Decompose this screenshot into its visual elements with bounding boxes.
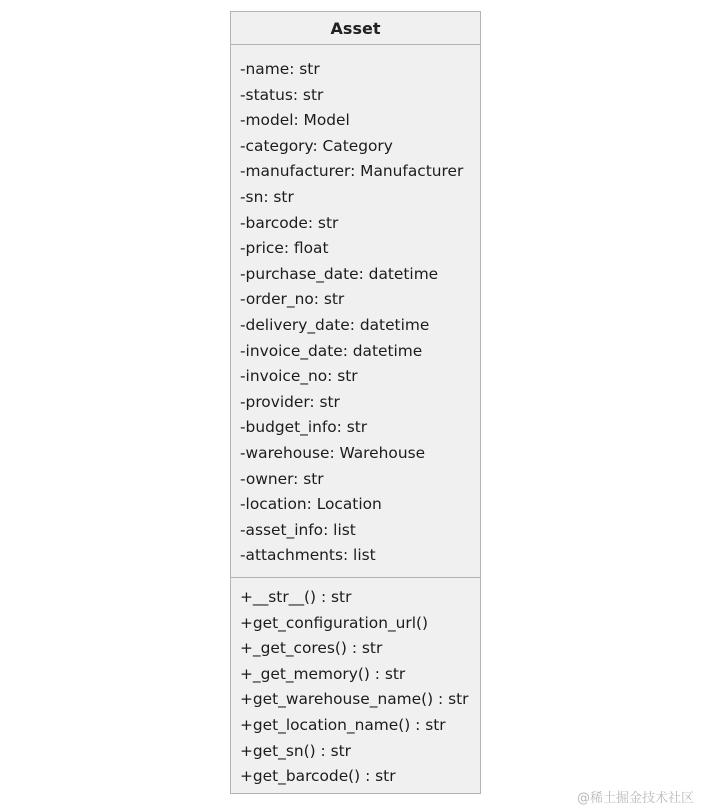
attribute-provider: -provider: str [240, 392, 340, 411]
attribute-purchase-date: -purchase_date: datetime [240, 264, 439, 283]
attribute-invoice-date: -invoice_date: datetime [240, 341, 423, 360]
method-get-configuration-url: +get_configuration_url() [240, 613, 429, 632]
methods-compartment [231, 578, 480, 790]
attribute-category: -category: Category [240, 136, 393, 155]
attribute-price: -price: float [240, 239, 329, 258]
watermark: @稀土掘金技术社区 [576, 791, 694, 806]
method-get-barcode: +get_barcode() : str [240, 767, 396, 786]
class-name: Asset [231, 12, 480, 45]
attribute-attachments: -attachments: list [240, 546, 376, 565]
method-get-warehouse-name: +get_warehouse_name() : str [240, 690, 469, 709]
method-get-location-name: +get_location_name() : str [240, 715, 446, 734]
attribute-barcode: -barcode: str [240, 213, 339, 232]
attribute-warehouse: -warehouse: Warehouse [240, 443, 426, 462]
attribute-owner: -owner: str [240, 469, 324, 488]
method-get-memory: +_get_memory() : str [240, 664, 406, 683]
attribute-order-no: -order_no: str [240, 290, 345, 309]
method-str: +__str__() : str [240, 588, 352, 606]
attributes-compartment [231, 45, 480, 578]
method-get-cores: +_get_cores() : str [240, 639, 383, 658]
attribute-manufacturer: -manufacturer: Manufacturer [240, 162, 464, 181]
attribute-name: -name: str [240, 60, 320, 78]
attribute-budget-info: -budget_info: str [240, 418, 368, 437]
attribute-status: -status: str [240, 85, 324, 104]
attribute-invoice-no: -invoice_no: str [240, 367, 358, 386]
method-get-sn: +get_sn() : str [240, 741, 351, 760]
uml-class-box [230, 11, 481, 794]
attribute-delivery-date: -delivery_date: datetime [240, 315, 430, 334]
attribute-model: -model: Model [240, 111, 350, 130]
attribute-location: -location: Location [240, 495, 382, 514]
attribute-sn: -sn: str [240, 187, 294, 206]
attribute-asset-info: -asset_info: list [240, 520, 356, 539]
